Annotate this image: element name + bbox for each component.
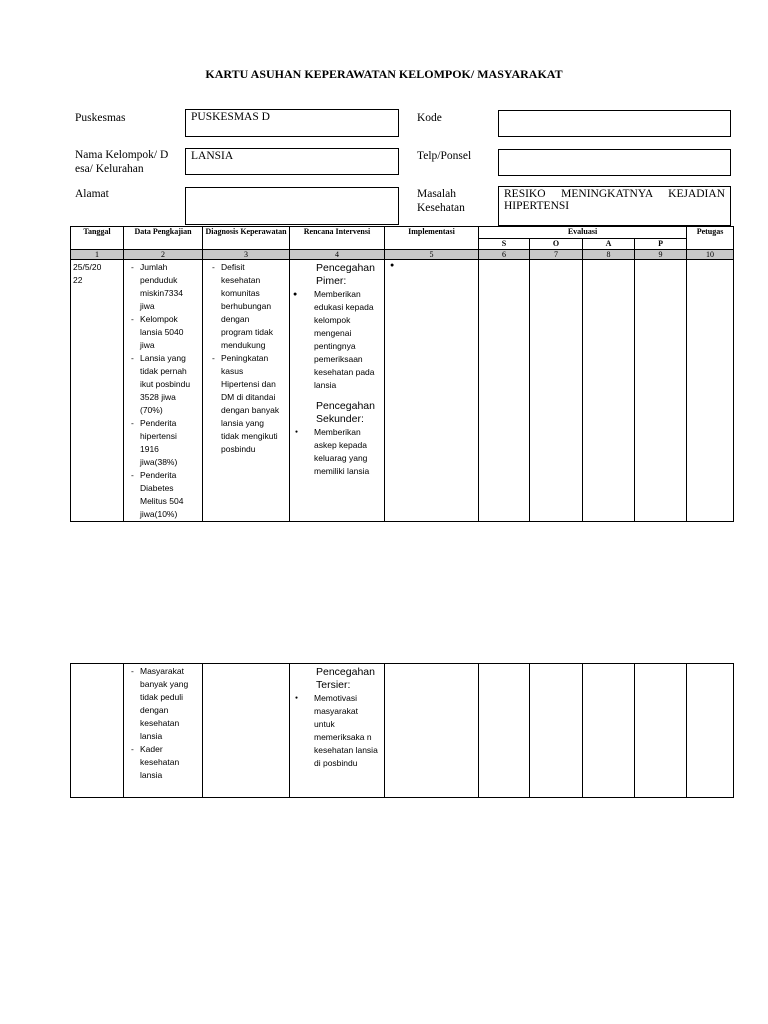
list-item: - Defisit kesehatan komunitas berhubungan dengan program tidak mendukung	[221, 261, 283, 352]
cell-tanggal	[71, 664, 124, 798]
masalah-line-2: HIPERTENSI	[504, 200, 570, 212]
list-item: - Lansia yang tidak pernah ikut posbindu 3528 jiwa (70%)	[140, 352, 198, 417]
tersier-heading: Pencegahan Tersier:	[316, 666, 375, 691]
telp-field[interactable]	[498, 149, 731, 176]
list-item: - Peningkatan kasus Hipertensi dan DM di ditandai dengan banyak lansia yang tidak mengikuti posbindu	[221, 352, 283, 456]
cell-rencana	[290, 260, 385, 522]
col-number: 7	[530, 250, 583, 260]
masalah-field[interactable]	[498, 186, 731, 226]
col-number: 9	[635, 250, 687, 260]
list-item: ● Memberikan askep kepada keluarag yang memiliki lansia	[314, 426, 380, 478]
header-diagnosis: Diagnosis Keperawatan	[203, 227, 290, 250]
care-table-continued	[70, 663, 734, 798]
header-rencana: Rencana Intervensi	[290, 227, 385, 250]
cell-petugas	[687, 260, 734, 522]
primer-list	[290, 288, 384, 392]
nama-kelompok-field[interactable]: LANSIA	[185, 148, 399, 175]
cell-data-pengkajian	[124, 260, 203, 522]
cell-eval-s	[479, 260, 530, 522]
data-list	[124, 664, 202, 782]
cell-eval-s	[479, 664, 530, 798]
list-item: - Masyarakat banyak yang tidak peduli dengan kesehatan lansia	[140, 665, 198, 743]
list-item: - Penderita Diabetes Melitus 504 jiwa(10%)	[140, 469, 198, 521]
cell-tanggal	[71, 260, 124, 522]
col-number: 3	[203, 250, 290, 260]
sekunder-list	[290, 426, 384, 478]
header-evaluasi: Evaluasi	[479, 227, 687, 239]
cell-data-pengkajian	[124, 664, 203, 798]
alamat-field[interactable]	[185, 187, 399, 225]
header-a: A	[583, 239, 635, 250]
cell-petugas	[687, 664, 734, 798]
col-number: 8	[583, 250, 635, 260]
kode-field[interactable]	[498, 110, 731, 137]
header-implementasi: Implementasi	[385, 227, 479, 250]
list-item: - Jumlah penduduk miskin7334 jiwa	[140, 261, 198, 313]
puskesmas-field[interactable]: PUSKESMAS D	[185, 109, 399, 137]
cell-eval-a	[583, 664, 635, 798]
header-data-pengkajian: Data Pengkajian	[124, 227, 203, 250]
cell-eval-a	[583, 260, 635, 522]
data-list	[124, 260, 202, 521]
masalah-label: Masalah Kesehatan	[417, 188, 465, 214]
diagnosis-list	[203, 260, 289, 456]
list-item: ● Memberikan edukasi kepada kelompok mengenai pentingnya pemeriksaan kesehatan pada lansia	[314, 288, 378, 392]
col-number: 10	[687, 250, 734, 260]
nama-kelompok-label: Nama Kelompok/ D esa/ Kelurahan	[75, 149, 169, 175]
col-number: 2	[124, 250, 203, 260]
list-item: ● Memotivasi masyarakat untuk memeriksaka n kesehatan lansia di posbindu	[314, 692, 378, 770]
list-item: - Kelompok lansia 5040 jiwa	[140, 313, 198, 352]
cell-eval-o	[530, 260, 583, 522]
tersier-list	[290, 692, 384, 770]
alamat-label: Alamat	[75, 188, 109, 200]
col-number: 6	[479, 250, 530, 260]
cell-diagnosis	[203, 260, 290, 522]
care-table	[70, 226, 734, 522]
list-item: - Kader kesehatan lansia	[140, 743, 198, 782]
cell-eval-p	[635, 664, 687, 798]
table-row	[71, 260, 734, 522]
puskesmas-label: Puskesmas	[75, 112, 126, 124]
col-number: 5	[385, 250, 479, 260]
telp-label: Telp/Ponsel	[417, 150, 472, 162]
kode-label: Kode	[417, 112, 442, 124]
page-title: KARTU ASUHAN KEPERAWATAN KELOMPOK/ MASYARAKAT	[205, 67, 563, 81]
header-p: P	[635, 239, 687, 250]
cell-eval-p	[635, 260, 687, 522]
cell-diagnosis	[203, 664, 290, 798]
col-number: 1	[71, 250, 124, 260]
col-number: 4	[290, 250, 385, 260]
bullet-icon: ●	[390, 261, 395, 269]
list-item: - Penderita hipertensi 1916 jiwa(38%)	[140, 417, 198, 469]
sekunder-heading: Pencegahan Sekunder:	[316, 400, 375, 425]
cell-eval-o	[530, 664, 583, 798]
header-tanggal: Tanggal	[71, 227, 124, 250]
cell-rencana	[290, 664, 385, 798]
masalah-line-1: RESIKO MENINGKATNYA KEJADIAN	[504, 188, 725, 200]
cell-implementasi	[385, 260, 479, 522]
primer-heading: Pencegahan Pimer:	[316, 262, 375, 287]
tanggal-text: 25/5/20 22	[73, 262, 102, 285]
table-row	[71, 664, 734, 798]
header-s: S	[479, 239, 530, 250]
header-petugas: Petugas	[687, 227, 734, 250]
header-o: O	[530, 239, 583, 250]
cell-implementasi	[385, 664, 479, 798]
